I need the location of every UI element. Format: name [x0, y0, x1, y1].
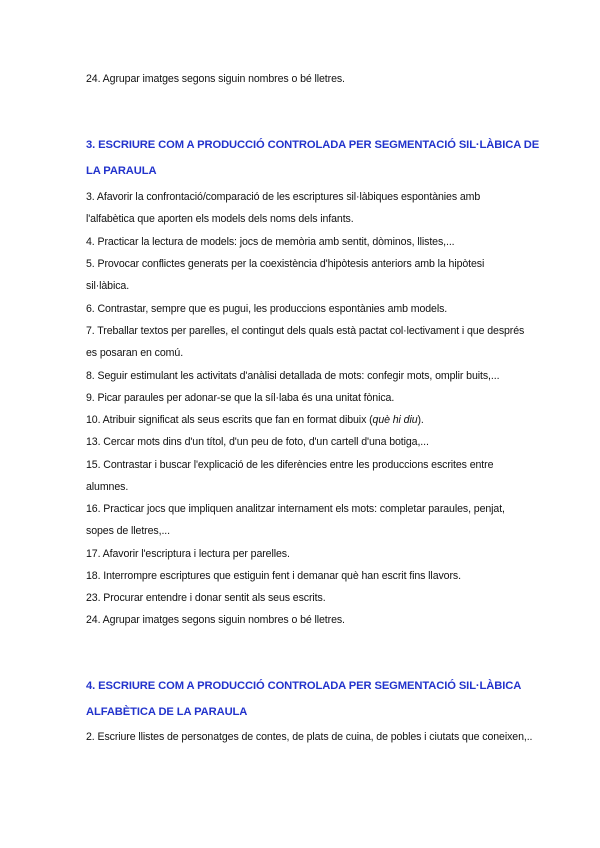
list-item-13: 13. Cercar mots dins d'un títol, d'un peu de foto, d'un cartell d'una botiga,... — [86, 436, 429, 448]
list-item-16-line-1: 16. Practicar jocs que impliquen analitzar internament els mots: completar paraules, penjat, — [86, 503, 505, 515]
list-item-4: 4. Practicar la lectura de models: jocs de memòria amb sentit, dòminos, llistes,... — [86, 236, 455, 248]
list-item-3-line-2: l'alfabètica que aporten els models dels noms dels infants. — [86, 213, 354, 225]
list-item-24: 24. Agrupar imatges segons siguin nombres o bé lletres. — [86, 614, 345, 626]
section-3-heading-line-2: LA PARAULA — [86, 165, 157, 177]
list-item-10-italic: què hi diu — [372, 414, 418, 426]
list-item-18: 18. Interrompre escriptures que estiguin fent i demanar què han escrit fins llavors. — [86, 570, 461, 582]
list-item-7-line-2: es posaran en comú. — [86, 347, 184, 359]
section-3-heading-line-1: 3. ESCRIURE COM A PRODUCCIÓ CONTROLADA PER SEGMENTACIÓ SIL·LÀBICA DE — [86, 139, 540, 151]
list-item-23: 23. Procurar entendre i donar sentit als seus escrits. — [86, 592, 326, 604]
list-item-15-line-2: alumnes. — [86, 481, 129, 493]
list-item-17: 17. Afavorir l'escriptura i lectura per parelles. — [86, 548, 290, 560]
list-item-16-line-2: sopes de lletres,... — [86, 525, 170, 537]
list-item-10-end: ). — [417, 414, 424, 426]
list-item-2: 2. Escriure llistes de personatges de contes, de plats de cuina, de pobles i ciutats que coneixen,.. — [86, 731, 533, 743]
list-item-3-line-1: 3. Afavorir la confrontació/comparació de les escriptures sil·làbiques espontànies amb — [86, 191, 481, 203]
list-item-9: 9. Picar paraules per adonar-se que la síl·laba és una unitat fònica. — [86, 392, 395, 404]
list-item-8: 8. Seguir estimulant les activitats d'anàlisi detallada de mots: confegir mots, omplir buits,... — [86, 370, 500, 382]
list-item-15-line-1: 15. Contrastar i buscar l'explicació de les diferències entre les produccions escrites entre — [86, 459, 494, 471]
list-item-6: 6. Contrastar, sempre que es pugui, les produccions espontànies amb models. — [86, 303, 448, 315]
list-item-5-line-2: sil·làbica. — [86, 280, 130, 292]
list-item-10 — [86, 413, 424, 427]
section-4-heading-line-1: 4. ESCRIURE COM A PRODUCCIÓ CONTROLADA PER SEGMENTACIÓ SIL·LÀBICA — [86, 680, 522, 692]
list-item-7-line-1: 7. Treballar textos per parelles, el contingut dels quals està pactat col·lectivament i que després — [86, 325, 525, 337]
section-4-heading-line-2: ALFABÈTICA DE LA PARAULA — [86, 706, 248, 718]
list-item-10-text: 10. Atribuir significat als seus escrits que fan en format dibuix ( — [86, 414, 373, 426]
top-list-item: 24. Agrupar imatges segons siguin nombres o bé lletres. — [86, 73, 345, 85]
list-item-5-line-1: 5. Provocar conflictes generats per la coexistència d'hipòtesis anteriors amb la hipòtesi — [86, 258, 485, 270]
